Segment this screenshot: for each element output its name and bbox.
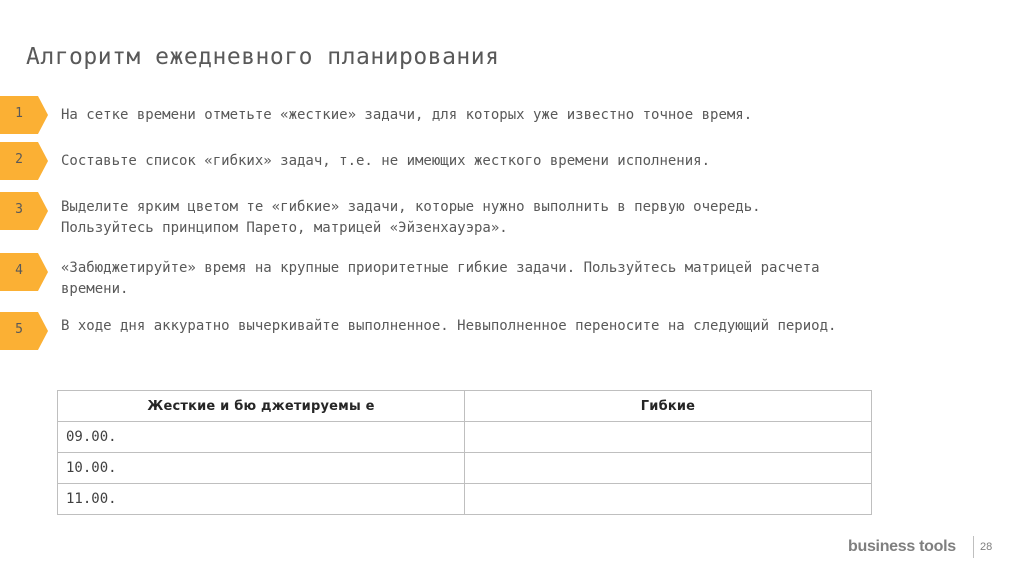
step-text: Составьте список «гибких» задач, т.е. не имеющих жесткого времени исполнения. <box>61 153 711 169</box>
step-text: На сетке времени отметьте «жесткие» задачи, для которых уже известно точное время. <box>61 107 753 123</box>
planning-table <box>57 390 872 515</box>
column-header-fixed: Жесткие и бю джетируемы е <box>58 391 465 422</box>
step-text: В ходе дня аккуратно вычеркивайте выполненное. Невыполненное переносите на следующий период. <box>61 318 837 334</box>
step-number: 1 <box>15 106 23 121</box>
step-number: 2 <box>15 152 23 167</box>
table-cell-time: 11.00. <box>58 484 465 515</box>
step-badge <box>0 192 48 230</box>
step-badge <box>0 96 48 134</box>
table-row <box>58 484 872 515</box>
table-row <box>58 422 872 453</box>
table-cell-flexible <box>465 453 872 484</box>
step-badge <box>0 312 48 350</box>
step-number: 3 <box>15 202 23 217</box>
step-number: 4 <box>15 263 23 278</box>
table-header-row <box>58 391 872 422</box>
table-cell-flexible <box>465 484 872 515</box>
table-cell-time: 10.00. <box>58 453 465 484</box>
page-number: 28 <box>980 541 993 553</box>
slide-title: Алгоритм ежедневного планирования <box>26 44 500 70</box>
step-text: «Забюджетируйте» время на крупные приоритетные гибкие задачи. Пользуйтесь матрицей расчета времени. <box>61 260 820 297</box>
step-badge <box>0 142 48 180</box>
step-text: Выделите ярким цветом те «гибкие» задачи, которые нужно выполнить в первую очередь. Пользуйтесь принципом Парето, матрицей «Эйзенхауэра». <box>61 199 761 236</box>
table-row <box>58 453 872 484</box>
table-cell-flexible <box>465 422 872 453</box>
footer-divider <box>973 536 974 558</box>
business-tools-logo: business tools <box>848 538 956 555</box>
step-badge <box>0 253 48 291</box>
table-cell-time: 09.00. <box>58 422 465 453</box>
column-header-flexible: Гибкие <box>465 391 872 422</box>
step-number: 5 <box>15 322 23 337</box>
